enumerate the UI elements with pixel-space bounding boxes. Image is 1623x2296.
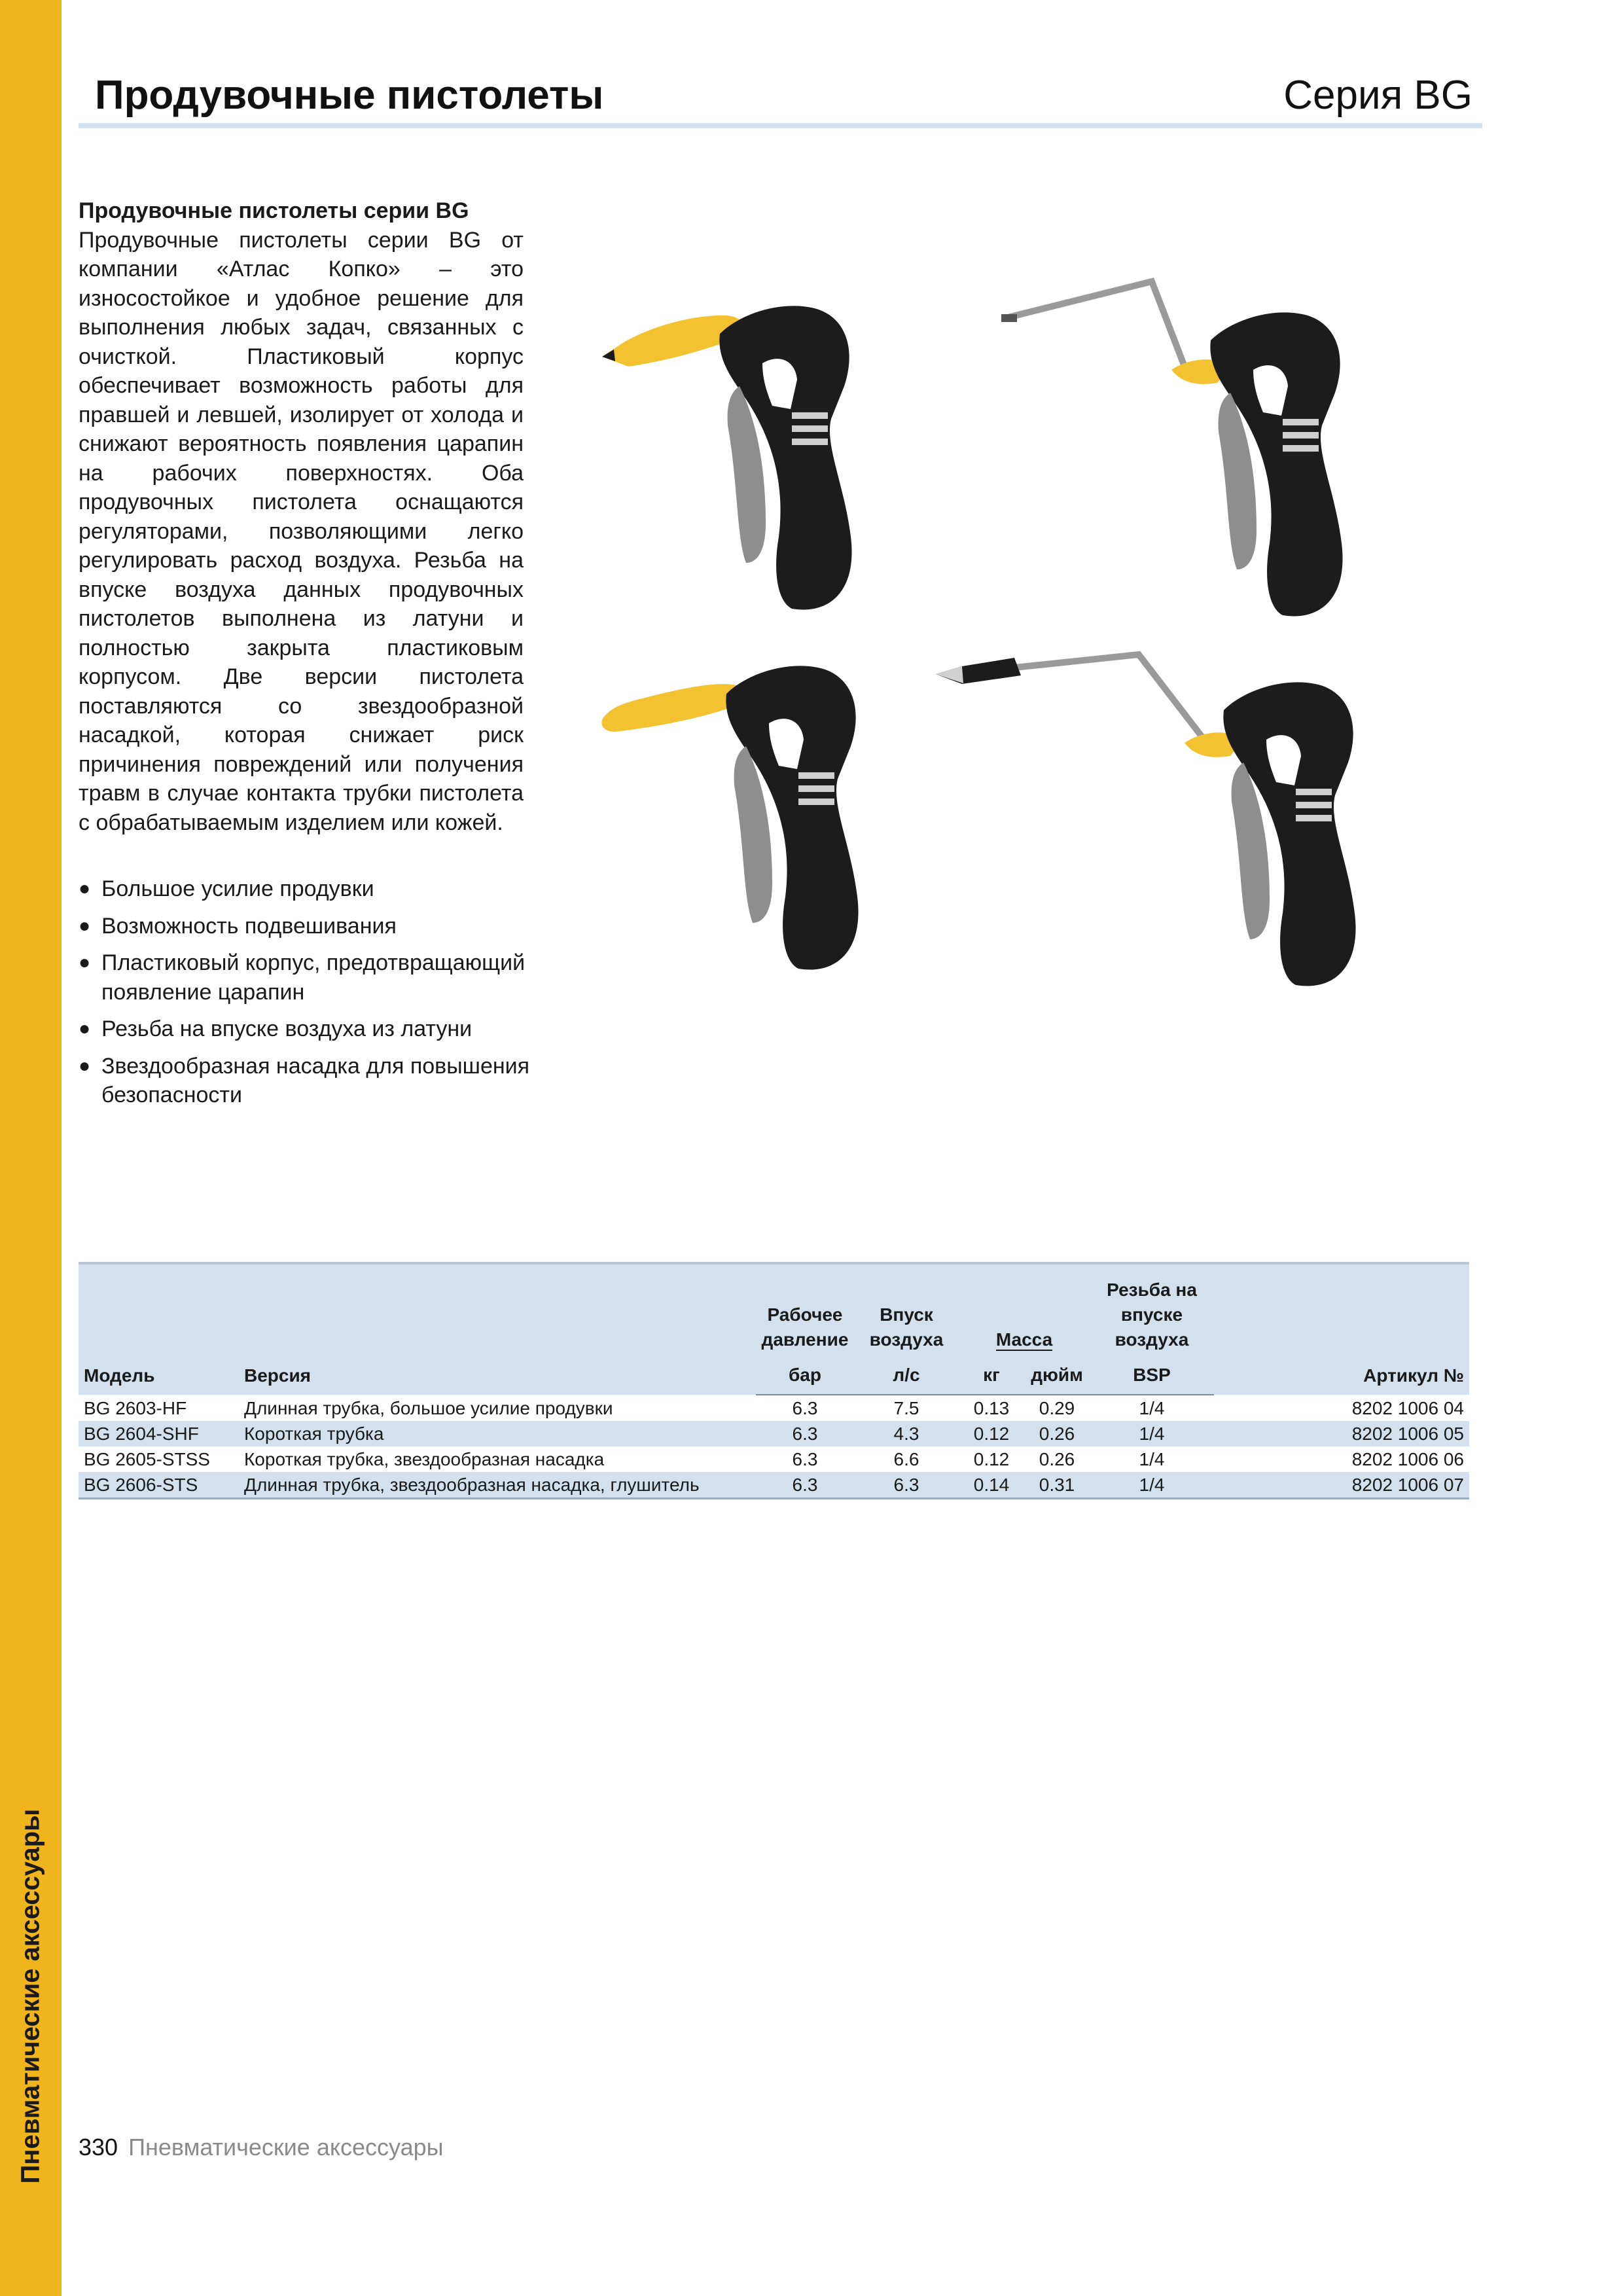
cell-thread: 1/4 xyxy=(1139,1449,1165,1469)
blow-gun-photo-top-right xyxy=(1001,281,1343,617)
cell-model: BG 2603-HF xyxy=(84,1397,187,1418)
intro-heading: Продувочные пистолеты серии BG xyxy=(79,198,469,223)
footer-title: Пневматические аксессуары xyxy=(128,2134,444,2161)
cell-model: BG 2606-STS xyxy=(79,1472,239,1499)
cell-pressure: 6.3 xyxy=(792,1398,818,1418)
cell-thread: 1/4 xyxy=(1139,1398,1165,1418)
feature-item xyxy=(79,874,530,904)
cell-flow: 7.5 xyxy=(893,1398,919,1418)
feature-list xyxy=(79,874,530,1118)
cell-flow: 6.3 xyxy=(854,1472,959,1499)
blow-gun-photo-top-left xyxy=(602,306,852,609)
title-underline xyxy=(79,123,1482,128)
specifications-table xyxy=(79,1262,1469,1499)
cell-article: 8202 1006 05 xyxy=(1351,1424,1464,1444)
page-title: Продувочные пистолеты xyxy=(95,73,604,118)
header-mass-label: Масса xyxy=(995,1329,1053,1350)
header-mass-kg: кг xyxy=(959,1359,1024,1395)
header-model: Модель xyxy=(79,1263,239,1395)
cell-mass-lb: 0.26 xyxy=(1039,1424,1075,1444)
cell-article: 8202 1006 04 xyxy=(1351,1397,1464,1418)
bullet-icon: ● xyxy=(79,1018,91,1039)
cell-pressure: 6.3 xyxy=(756,1472,854,1499)
table-row xyxy=(79,1395,1469,1421)
cell-mass-kg: 0.12 xyxy=(973,1424,1010,1444)
feature-text: Звездообразная насадка для повышения безопасности xyxy=(101,1053,530,1107)
table-row xyxy=(79,1472,1469,1499)
product-photos xyxy=(563,249,1440,1034)
feature-text: Пластиковый корпус, предотвращающий появление царапин xyxy=(101,950,526,1005)
cell-thread: 1/4 xyxy=(1090,1472,1214,1499)
header-thread: Резьба на впуске воздуха xyxy=(1090,1263,1214,1359)
header-pressure-unit: бар xyxy=(756,1359,854,1395)
cell-mass-lb: 0.26 xyxy=(1039,1449,1075,1469)
header-thread-unit: BSP xyxy=(1090,1359,1214,1395)
cell-version: Длинная трубка, большое усилие продувки xyxy=(244,1397,613,1418)
sidebar-band xyxy=(0,0,62,2296)
header-mass xyxy=(959,1263,1090,1359)
cell-flow: 6.6 xyxy=(893,1449,919,1469)
feature-item xyxy=(79,912,530,941)
bullet-icon: ● xyxy=(79,1054,91,1077)
header-flow: Впуск воздуха xyxy=(854,1263,959,1359)
cell-article: 8202 1006 06 xyxy=(1351,1449,1464,1469)
feature-text: Большое усилие продувки xyxy=(101,876,374,901)
cell-mass-lb: 0.31 xyxy=(1024,1472,1090,1499)
header-flow-unit: л/с xyxy=(854,1359,959,1395)
cell-version: Длинная трубка, звездообразная насадка, глушитель xyxy=(239,1472,756,1499)
table-header-row xyxy=(79,1263,1469,1359)
cell-pressure: 6.3 xyxy=(792,1449,818,1469)
feature-item xyxy=(79,1014,530,1044)
feature-text: Резьба на впуске воздуха из латуни xyxy=(101,1016,473,1041)
sidebar-label: Пневматические аксессуары xyxy=(16,1808,45,2184)
bullet-icon: ● xyxy=(79,914,91,937)
header-pressure: Рабочее давление xyxy=(756,1263,854,1359)
header-article: Артикул № xyxy=(1214,1263,1469,1395)
cell-thread: 1/4 xyxy=(1139,1424,1165,1444)
page-footer xyxy=(79,2134,444,2161)
blow-gun-photo-bottom-left xyxy=(601,666,858,969)
bullet-icon: ● xyxy=(79,952,91,973)
cell-mass-kg: 0.14 xyxy=(959,1472,1024,1499)
blow-gun-photo-bottom-right xyxy=(936,655,1356,986)
cell-mass-lb: 0.29 xyxy=(1039,1398,1075,1418)
header-mass-lb: дюйм xyxy=(1024,1359,1090,1395)
bullet-icon: ● xyxy=(79,878,91,899)
series-title: Серия BG xyxy=(1283,73,1472,118)
header-version: Версия xyxy=(239,1263,756,1395)
table-row xyxy=(79,1421,1469,1446)
feature-item xyxy=(79,1052,530,1110)
table-row xyxy=(79,1446,1469,1472)
cell-mass-kg: 0.13 xyxy=(973,1398,1010,1418)
intro-section xyxy=(79,196,524,837)
feature-text: Возможность подвешивания xyxy=(101,913,397,939)
page-number: 330 xyxy=(79,2134,118,2161)
cell-article: 8202 1006 07 xyxy=(1214,1472,1469,1499)
cell-pressure: 6.3 xyxy=(792,1424,818,1444)
cell-model: BG 2605-STSS xyxy=(84,1449,210,1469)
cell-flow: 4.3 xyxy=(893,1424,919,1444)
cell-model: BG 2604-SHF xyxy=(84,1424,199,1444)
cell-version: Короткая трубка, звездообразная насадка xyxy=(244,1449,605,1469)
feature-item xyxy=(79,948,530,1007)
cell-mass-kg: 0.12 xyxy=(973,1449,1010,1469)
cell-version: Короткая трубка xyxy=(244,1424,384,1444)
intro-body: Продувочные пистолеты серии BG от компании «Атлас Копко» – это износостойкое и удобное решение для выполнения любых задач, связанных с очисткой. Пластиковый корпус обеспечивает возможность работы для правшей и левшей, изолирует от холода и снижают вероятность появления царапин на рабочих поверхностях. Оба продувочных пистолета оснащаются регуляторами, позволяющими легко регулировать расход воздуха. Резьба на впуске воздуха данных продувочных пистолетов выполнена из латуни и полностью закрыта пластиковым корпусом. Две версии пистолета поставляются со звездообразной насадкой, которая снижает риск причинения повреждений или получения травм в случае контакта трубки пистолета с обрабатываемым изделием или кожей. xyxy=(79,227,524,835)
